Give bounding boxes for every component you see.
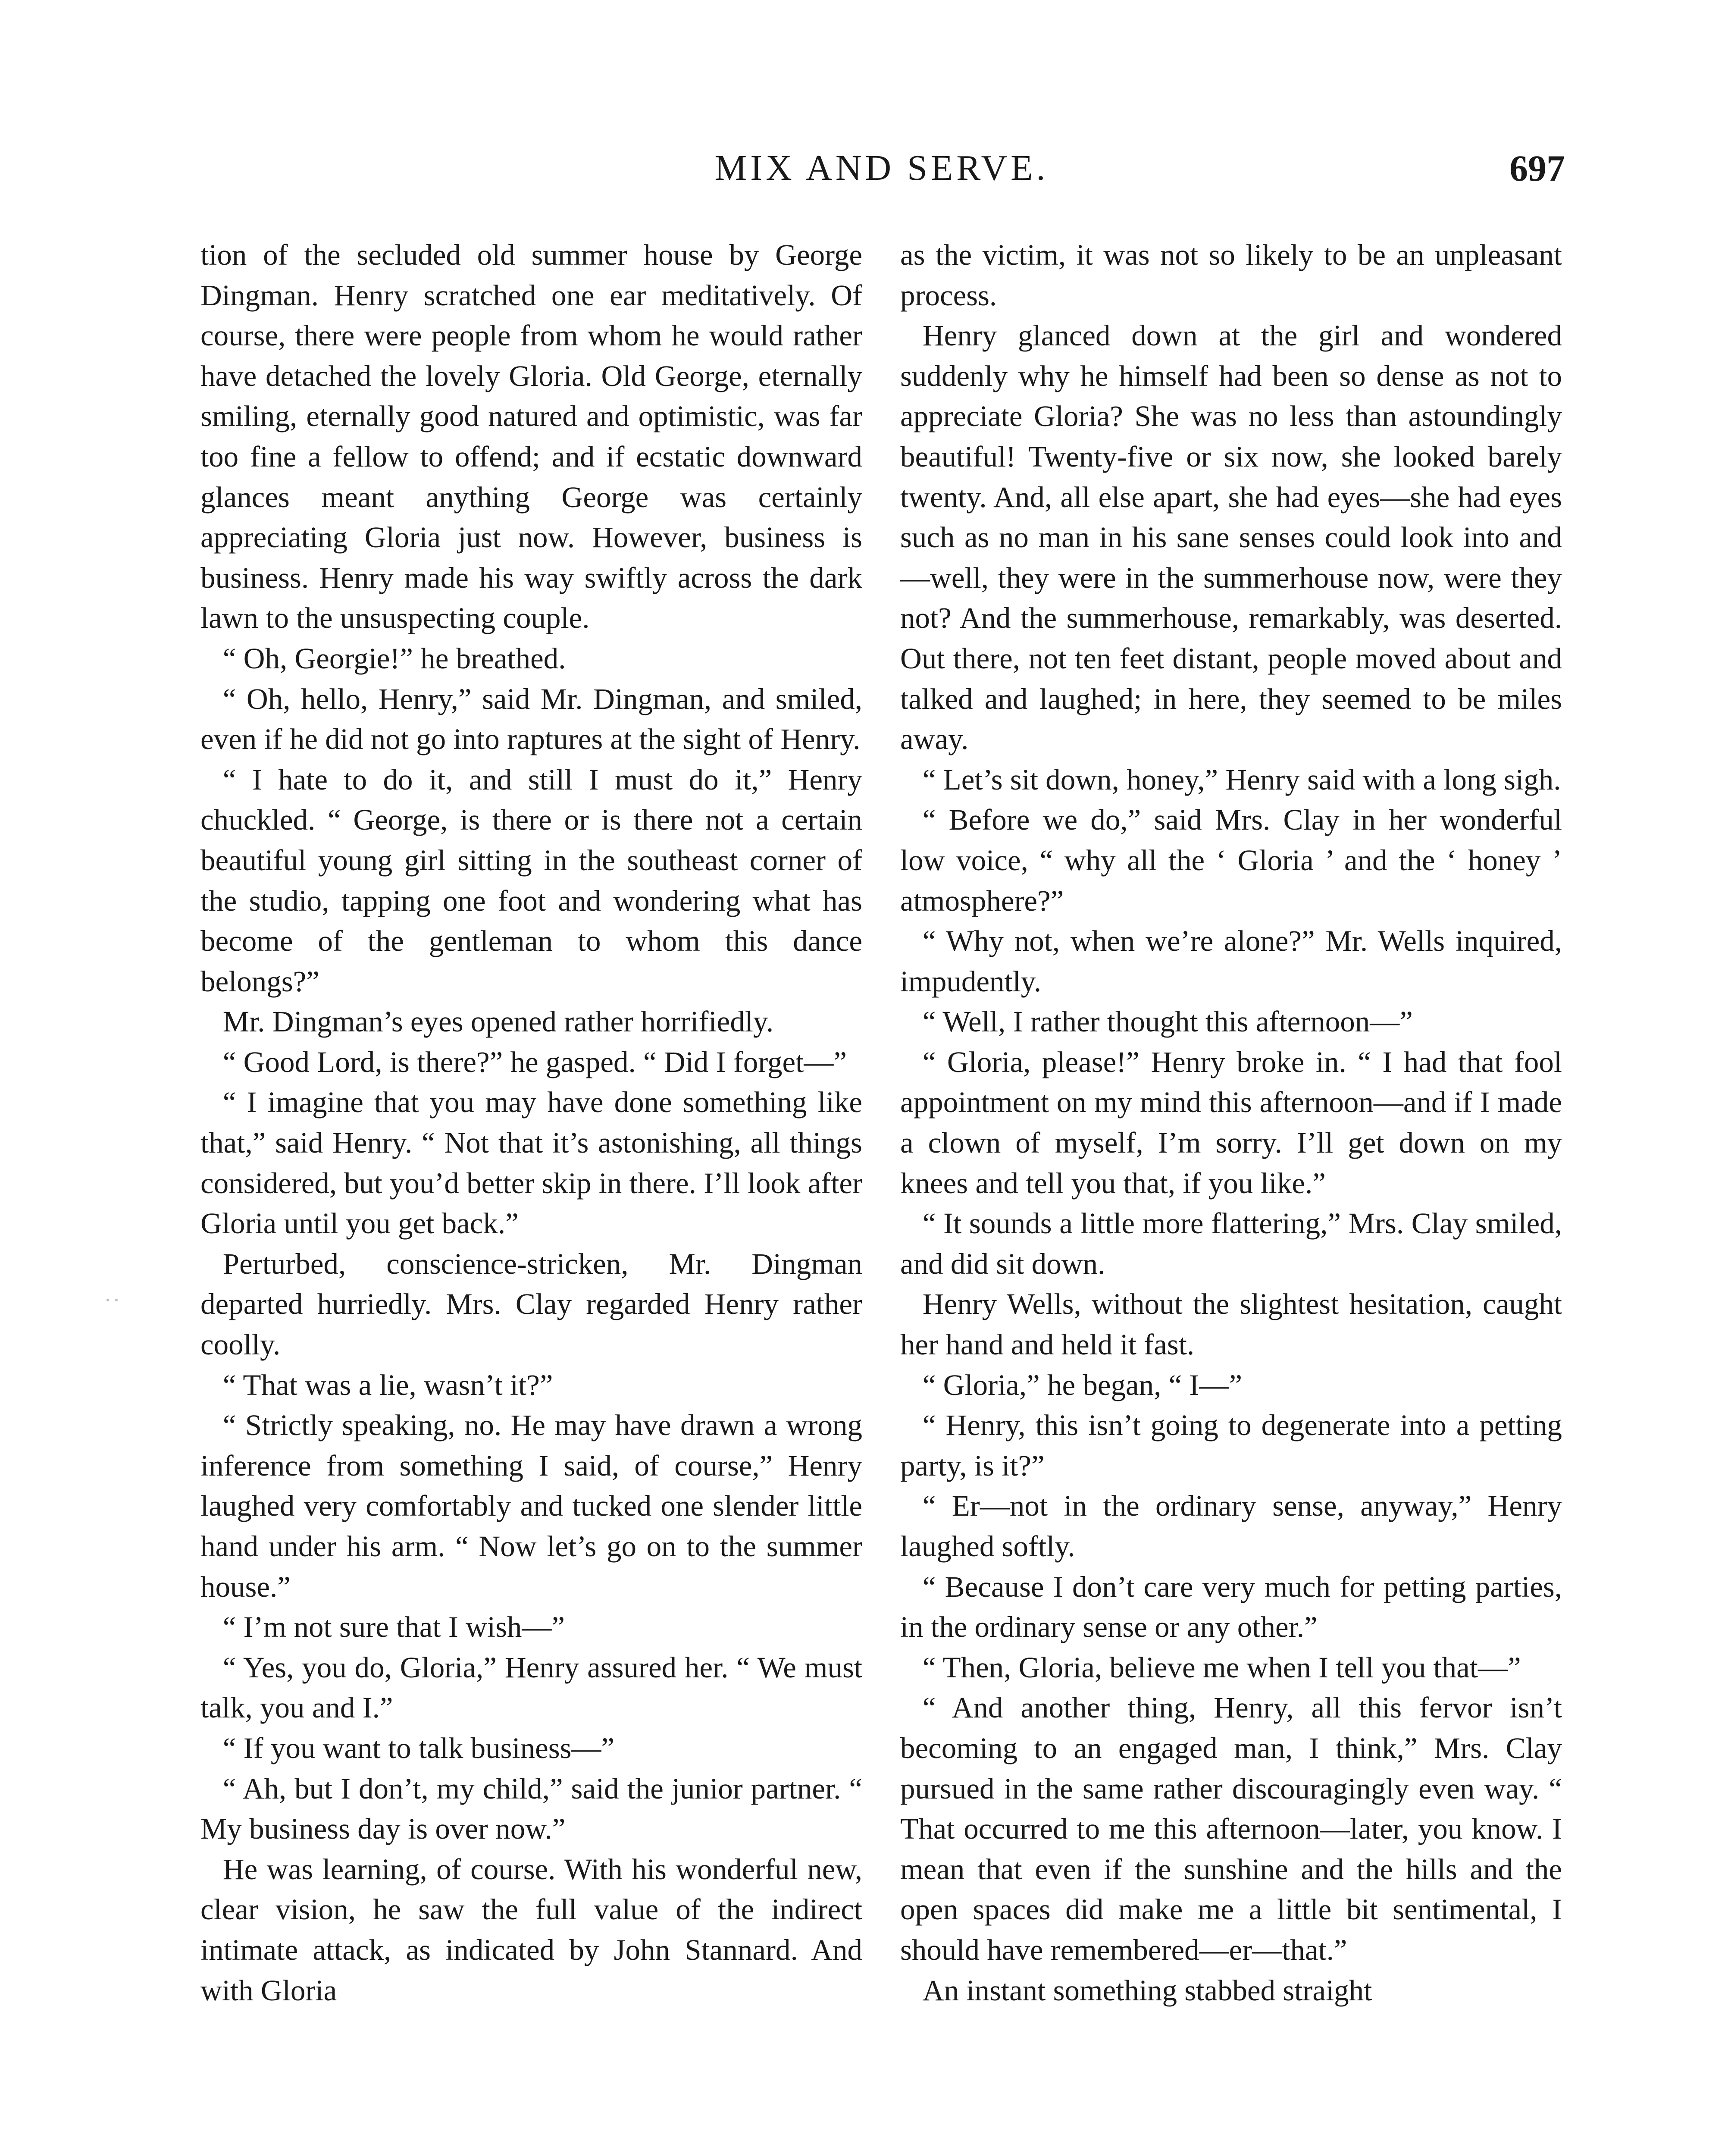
paragraph: “ Well, I rather thought this afternoon—” xyxy=(922,1005,1413,1038)
paragraph: “ I’m not sure that I wish—” xyxy=(222,1611,565,1644)
paragraph: “ Er—not in the ordinary sense, anyway,” Henry laughed softly. xyxy=(900,1489,1562,1563)
paragraph: “ Gloria, please!” Henry broke in. “ I had that fool appointment on my mind this afternoon—and if I made a clown of myself, I’m sorry. I’ll get down on my knees and tell you that, if you like.” xyxy=(900,1045,1562,1200)
paragraph: “ Because I don’t care very much for petting parties, in the ordinary sense or any other.” xyxy=(900,1570,1562,1644)
paragraph: “ It sounds a little more flattering,” Mrs. Clay smiled, and did sit down. xyxy=(900,1207,1562,1280)
right-text-column xyxy=(900,235,1562,2011)
paragraph: “ Before we do,” said Mrs. Clay in her wonderful low voice, “ why all the ‘ Gloria ’ and the ‘ honey ’ atmosphere?” xyxy=(900,803,1562,917)
paragraph: “ I imagine that you may have done something like that,” said Henry. “ Not that it’s astonishing, all things considered, but you’d better skip in there. I’ll look after Gloria until you get back.” xyxy=(200,1086,862,1240)
paragraph: “ Let’s sit down, honey,” Henry said with a long sigh. xyxy=(922,763,1561,796)
paragraph: “ If you want to talk business—” xyxy=(222,1731,615,1764)
paragraph: “ And another thing, Henry, all this fervor isn’t becoming to an engaged man, I think,” Mrs. Clay pursued in the same rather discouragingly even way. “ That occurred to me this afternoon—later, you know. I mean that even if the sunshine and the hills and the open spaces did make me a little bit sentimental, I should have remembered—er—that.” xyxy=(900,1691,1562,1966)
paragraph: as the victim, it was not so likely to be an unpleasant process. xyxy=(900,238,1562,312)
paragraph: “ Henry, this isn’t going to degenerate into a petting party, is it?” xyxy=(900,1409,1562,1482)
paragraph: “ Why not, when we’re alone?” Mr. Wells inquired, impudently. xyxy=(900,924,1562,998)
paragraph: He was learning, of course. With his wonderful new, clear vision, he saw the full value of the indirect intimate attack, as indicated by John Stannard. And with Gloria xyxy=(200,1852,862,2007)
paragraph: Henry Wells, without the slightest hesitation, caught her hand and held it fast. xyxy=(900,1288,1562,1361)
paragraph: An instant something stabbed straight xyxy=(922,1974,1372,2007)
running-title: MIX AND SERVE. xyxy=(714,148,1049,188)
paragraph: tion of the secluded old summer house by George Dingman. Henry scratched one ear meditatively. Of course, there were people from whom he would rather have detached the lovely Gloria. Old George, eternally smiling, eternally good natured and optimistic, was far too fine a fellow to offend; and if ecstatic downward glances meant anything George was certainly appreciating Gloria just now. However, business is business. Henry made his way swiftly across the dark lawn to the unsuspecting couple. xyxy=(200,238,862,635)
paragraph: Perturbed, conscience-stricken, Mr. Dingman departed hurriedly. Mrs. Clay regarded Henry rather coolly. xyxy=(200,1247,862,1361)
paragraph: “ Then, Gloria, believe me when I tell you that—” xyxy=(922,1651,1521,1684)
paragraph: “ That was a lie, wasn’t it?” xyxy=(222,1368,553,1401)
left-text-column xyxy=(200,235,862,2011)
paragraph: “ Ah, but I don’t, my child,” said the junior partner. “ My business day is over now.” xyxy=(200,1772,862,1846)
paragraph: “ Gloria,” he began, “ I—” xyxy=(922,1368,1243,1401)
paragraph: “ Oh, hello, Henry,” said Mr. Dingman, and smiled, even if he did not go into raptures at the sight of Henry. xyxy=(200,682,862,756)
paragraph: “ Yes, you do, Gloria,” Henry assured her. “ We must talk, you and I.” xyxy=(200,1651,862,1724)
paragraph: “ Strictly speaking, no. He may have drawn a wrong inference from something I said, of course,” Henry laughed very comfortably and tucked one slender little hand under his arm. “ Now let’s go on to the summer house.” xyxy=(200,1409,862,1603)
paragraph: Mr. Dingman’s eyes opened rather horrifiedly. xyxy=(222,1005,774,1038)
running-head xyxy=(198,142,1565,194)
paragraph: “ Good Lord, is there?” he gasped. “ Did I forget—” xyxy=(222,1045,847,1078)
scan-speck-marks xyxy=(103,1294,129,1307)
paragraph: “ Oh, Georgie!” he breathed. xyxy=(222,642,566,675)
paragraph: “ I hate to do it, and still I must do it,” Henry chuckled. “ George, is there or is there not a certain beautiful young girl sitting in the southeast corner of the studio, tapping one foot and wondering what has become of the gentleman to whom this dance belongs?” xyxy=(200,763,862,998)
paragraph: Henry glanced down at the girl and wondered suddenly why he himself had been so dense as not to appreciate Gloria? She was no less than astoundingly beautiful! Twenty-five or six now, she looked barely twenty. And, all else apart, she had eyes—she had eyes such as no man in his sane senses could look into and—well, they were in the summerhouse now, were they not? And the summerhouse, remarkably, was deserted. Out there, not ten feet distant, people moved about and talked and laughed; in here, they seemed to be miles away. xyxy=(900,319,1562,756)
page-number: 697 xyxy=(1509,147,1565,189)
